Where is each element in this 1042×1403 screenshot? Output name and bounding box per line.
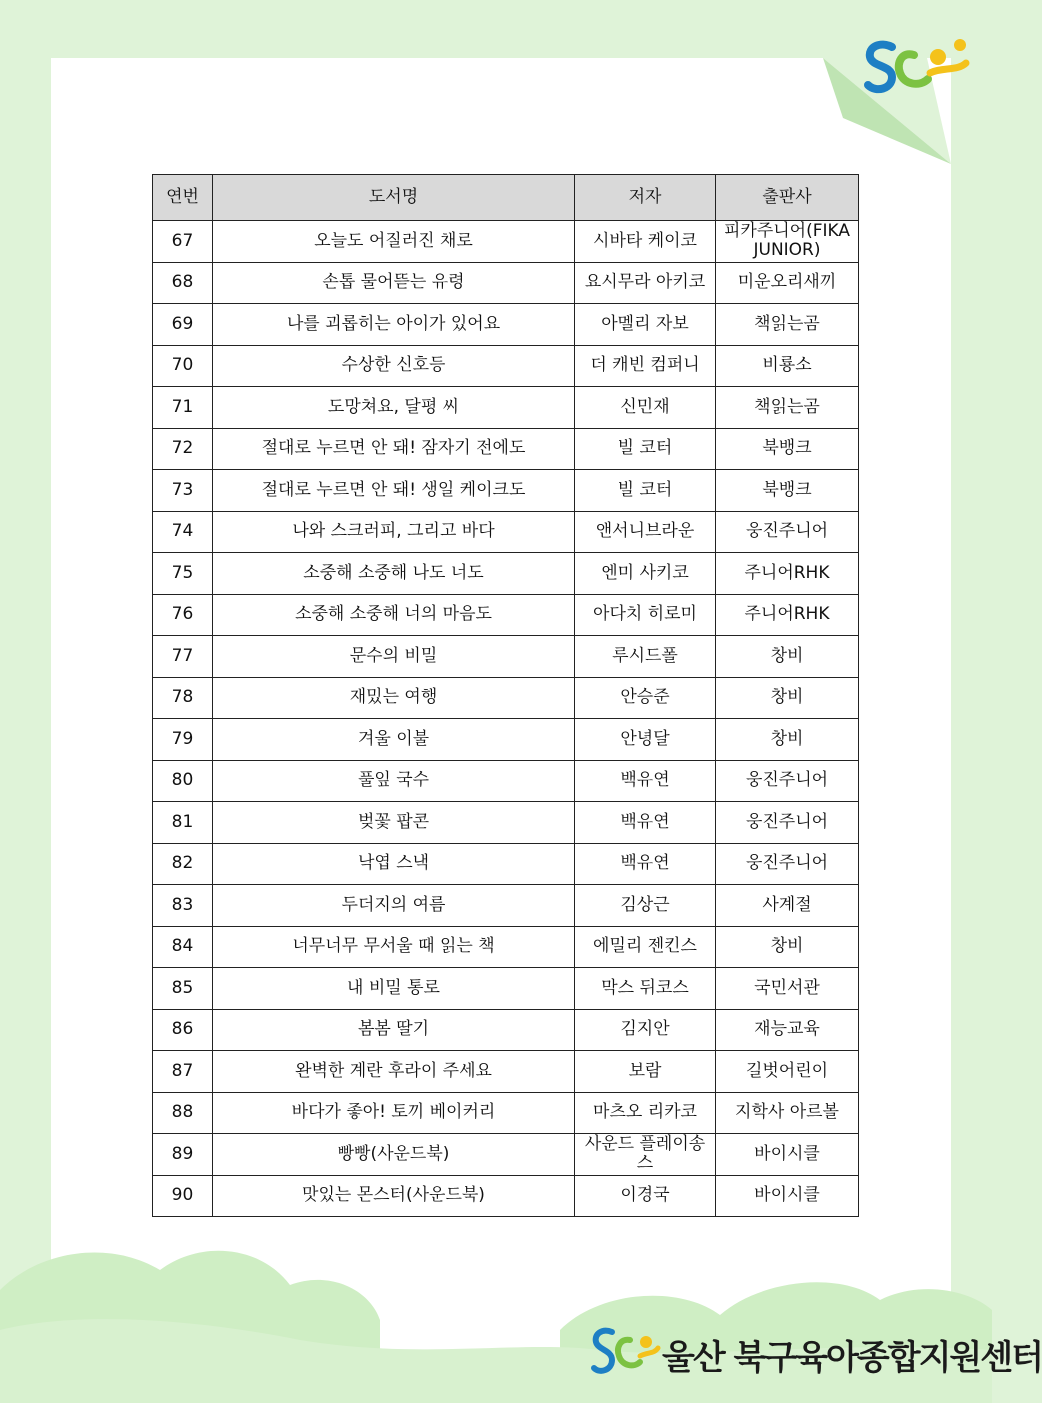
table-row (153, 1092, 859, 1134)
cell-number: 90 (153, 1175, 213, 1217)
cell-title: 너무너무 무서울 때 읽는 책 (213, 926, 575, 968)
cell-author: 빌 코터 (575, 428, 716, 470)
cell-author: 에밀리 젠킨스 (575, 926, 716, 968)
header-number: 연번 (153, 175, 213, 221)
cell-title: 절대로 누르면 안 돼! 잠자기 전에도 (213, 428, 575, 470)
table-row (153, 345, 859, 387)
table-row (153, 968, 859, 1010)
cell-author: 백유연 (575, 802, 716, 844)
table-row (153, 304, 859, 346)
cell-title: 맛있는 몬스터(사운드북) (213, 1175, 575, 1217)
center-logo-icon (862, 33, 980, 103)
cell-title: 절대로 누르면 안 돼! 생일 케이크도 (213, 470, 575, 512)
cell-publisher: 바이시클 (716, 1134, 859, 1176)
cell-publisher: 웅진주니어 (716, 843, 859, 885)
cell-title: 소중해 소중해 너의 마음도 (213, 594, 575, 636)
org-logo-icon (590, 1322, 660, 1384)
cell-publisher: 창비 (716, 636, 859, 678)
cell-title: 오늘도 어질러진 채로 (213, 221, 575, 263)
cell-title: 풀잎 국수 (213, 760, 575, 802)
book-list-table (152, 174, 859, 1217)
cell-author: 이경국 (575, 1175, 716, 1217)
cell-author: 막스 뒤코스 (575, 968, 716, 1010)
cell-author: 빌 코터 (575, 470, 716, 512)
org-name: 울산 북구육아종합지원센터 (662, 1338, 1042, 1378)
cell-author: 아멜리 자보 (575, 304, 716, 346)
cell-author: 사운드 플레이송스 (575, 1134, 716, 1176)
table-row (153, 926, 859, 968)
cell-number: 73 (153, 470, 213, 512)
cell-publisher: 지학사 아르볼 (716, 1092, 859, 1134)
cell-number: 86 (153, 1009, 213, 1051)
cell-author: 신민재 (575, 387, 716, 429)
cell-number: 68 (153, 262, 213, 304)
cell-author: 안승준 (575, 677, 716, 719)
cell-publisher: 재능교육 (716, 1009, 859, 1051)
cell-author: 시바타 케이코 (575, 221, 716, 263)
cell-title: 내 비밀 통로 (213, 968, 575, 1010)
cell-number: 89 (153, 1134, 213, 1176)
cell-title: 도망쳐요, 달평 씨 (213, 387, 575, 429)
cell-title: 손톱 물어뜯는 유령 (213, 262, 575, 304)
cell-publisher: 창비 (716, 719, 859, 761)
cell-number: 80 (153, 760, 213, 802)
cell-number: 88 (153, 1092, 213, 1134)
cell-title: 봄봄 딸기 (213, 1009, 575, 1051)
cell-title: 나를 괴롭히는 아이가 있어요 (213, 304, 575, 346)
cell-number: 70 (153, 345, 213, 387)
cell-author: 루시드폴 (575, 636, 716, 678)
cell-publisher: 길벗어린이 (716, 1051, 859, 1093)
cell-title: 빵빵(사운드북) (213, 1134, 575, 1176)
cell-author: 보람 (575, 1051, 716, 1093)
cell-number: 79 (153, 719, 213, 761)
table-row (153, 885, 859, 927)
cell-title: 나와 스크러피, 그리고 바다 (213, 511, 575, 553)
cell-title: 낙엽 스낵 (213, 843, 575, 885)
cell-publisher: 창비 (716, 677, 859, 719)
cell-publisher: 미운오리새끼 (716, 262, 859, 304)
cell-number: 71 (153, 387, 213, 429)
cell-publisher: 주니어RHK (716, 594, 859, 636)
cell-publisher: 책읽는곰 (716, 304, 859, 346)
cell-publisher: 북뱅크 (716, 428, 859, 470)
cell-title: 바다가 좋아! 토끼 베이커리 (213, 1092, 575, 1134)
cell-author: 안녕달 (575, 719, 716, 761)
table-row (153, 387, 859, 429)
cell-number: 83 (153, 885, 213, 927)
cell-publisher: 국민서관 (716, 968, 859, 1010)
table-row (153, 594, 859, 636)
cell-publisher: 피카주니어(FIKA JUNIOR) (716, 221, 859, 263)
table-row (153, 1175, 859, 1217)
table-row (153, 428, 859, 470)
cell-title: 겨울 이불 (213, 719, 575, 761)
table-row (153, 262, 859, 304)
cell-title: 재밌는 여행 (213, 677, 575, 719)
table-row (153, 221, 859, 263)
cell-number: 75 (153, 553, 213, 595)
cell-number: 84 (153, 926, 213, 968)
cell-author: 백유연 (575, 760, 716, 802)
cell-title: 두더지의 여름 (213, 885, 575, 927)
table-row (153, 1009, 859, 1051)
cell-publisher: 북뱅크 (716, 470, 859, 512)
cell-title: 완벽한 계란 후라이 주세요 (213, 1051, 575, 1093)
cell-author: 마츠오 리카코 (575, 1092, 716, 1134)
cell-number: 82 (153, 843, 213, 885)
cell-number: 77 (153, 636, 213, 678)
cell-publisher: 사계절 (716, 885, 859, 927)
cell-author: 아다치 히로미 (575, 594, 716, 636)
cell-author: 더 캐빈 컴퍼니 (575, 345, 716, 387)
table-row (153, 802, 859, 844)
cell-author: 백유연 (575, 843, 716, 885)
table-row (153, 1051, 859, 1093)
cell-author: 김지안 (575, 1009, 716, 1051)
cell-number: 69 (153, 304, 213, 346)
cell-title: 수상한 신호등 (213, 345, 575, 387)
cell-title: 문수의 비밀 (213, 636, 575, 678)
cell-number: 81 (153, 802, 213, 844)
table-row (153, 553, 859, 595)
cell-number: 67 (153, 221, 213, 263)
cell-publisher: 웅진주니어 (716, 760, 859, 802)
cell-number: 78 (153, 677, 213, 719)
cell-author: 엔미 사키코 (575, 553, 716, 595)
table-row (153, 719, 859, 761)
cell-number: 76 (153, 594, 213, 636)
cell-publisher: 책읽는곰 (716, 387, 859, 429)
table-header-row (153, 175, 859, 221)
cell-author: 요시무라 아키코 (575, 262, 716, 304)
table-row (153, 760, 859, 802)
table-row (153, 843, 859, 885)
header-publisher: 출판사 (716, 175, 859, 221)
header-title: 도서명 (213, 175, 575, 221)
cell-author: 앤서니브라운 (575, 511, 716, 553)
cell-number: 85 (153, 968, 213, 1010)
cell-number: 87 (153, 1051, 213, 1093)
cell-publisher: 바이시클 (716, 1175, 859, 1217)
cell-publisher: 웅진주니어 (716, 802, 859, 844)
cell-number: 72 (153, 428, 213, 470)
header-author: 저자 (575, 175, 716, 221)
cell-title: 소중해 소중해 나도 너도 (213, 553, 575, 595)
cell-publisher: 창비 (716, 926, 859, 968)
table-row (153, 1134, 859, 1176)
cell-publisher: 비룡소 (716, 345, 859, 387)
cell-author: 김상근 (575, 885, 716, 927)
cell-publisher: 웅진주니어 (716, 511, 859, 553)
cell-publisher: 주니어RHK (716, 553, 859, 595)
table-row (153, 636, 859, 678)
table-row (153, 677, 859, 719)
table-row (153, 470, 859, 512)
table-row (153, 511, 859, 553)
cell-number: 74 (153, 511, 213, 553)
cell-title: 벚꽃 팝콘 (213, 802, 575, 844)
